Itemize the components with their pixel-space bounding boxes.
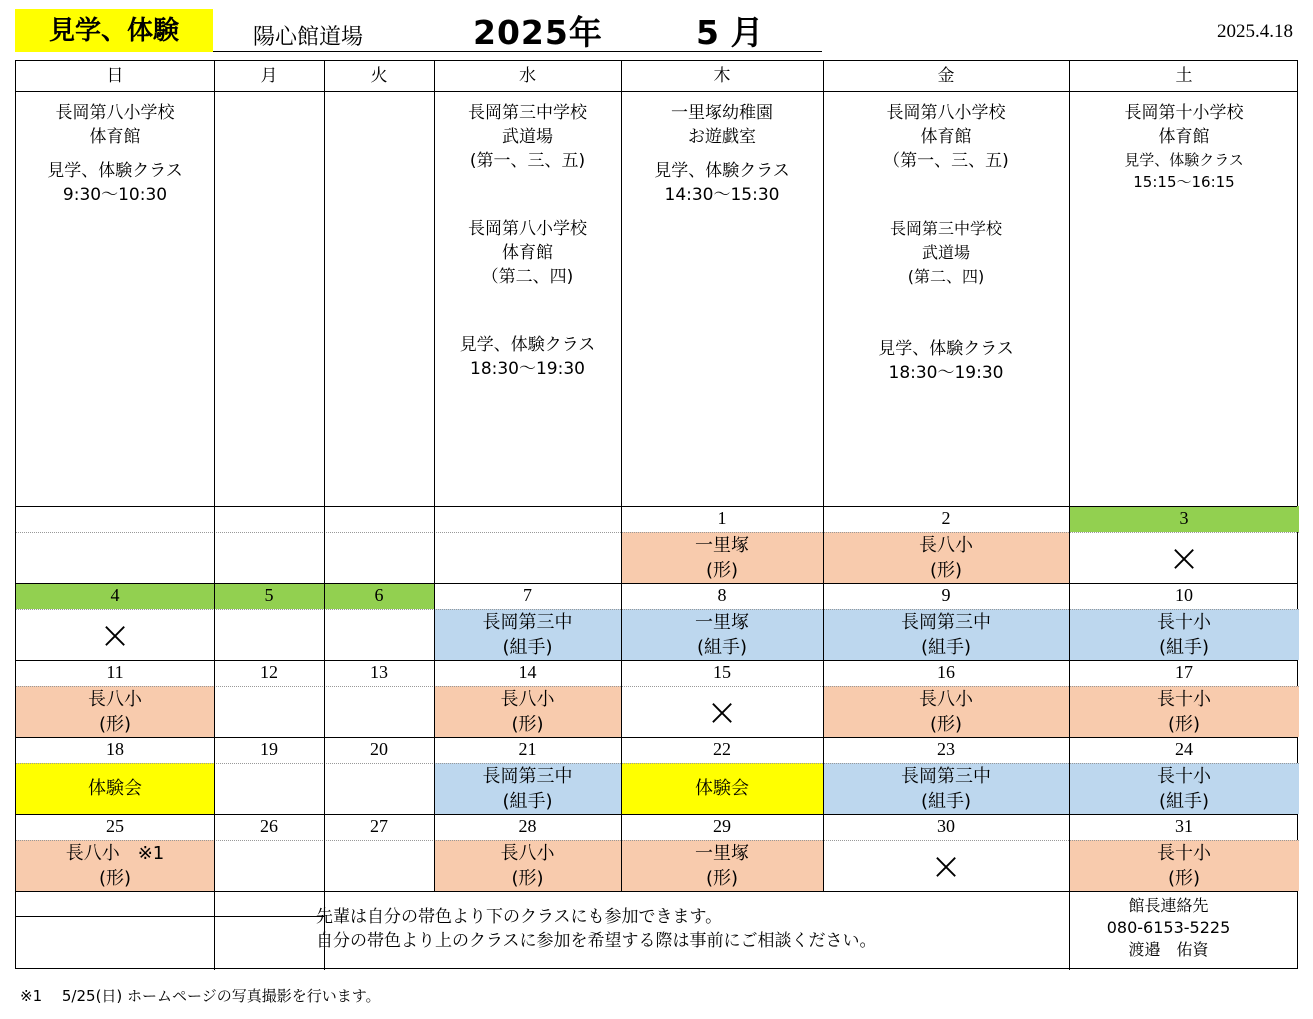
column-line xyxy=(214,61,215,891)
closed-mark: × xyxy=(930,843,962,888)
year-label: 2025年 xyxy=(473,13,603,52)
note-line: 先輩は自分の帯色より下のクラスにも参加できます。 xyxy=(316,907,723,927)
info-line: 体育館 xyxy=(1158,127,1210,147)
closed-mark: × xyxy=(99,612,131,657)
day-number: 19 xyxy=(260,739,278,759)
info-line: 体育館 xyxy=(89,127,141,147)
info-friday-time xyxy=(823,337,1069,385)
rules-note xyxy=(316,905,877,953)
column-line xyxy=(214,891,215,970)
weekday-header: 土 xyxy=(1175,66,1193,86)
info-line: 見学、体験クラス xyxy=(47,161,183,181)
class-cell xyxy=(823,532,1069,583)
day-number: 8 xyxy=(717,585,727,605)
day-number: 27 xyxy=(370,816,388,836)
weekday-header: 日 xyxy=(106,66,124,86)
calendar-grid xyxy=(15,60,1298,969)
class-type: (組手) xyxy=(920,790,972,812)
weekday-header: 木 xyxy=(713,66,731,86)
info-line: 長岡第十小学校 xyxy=(1124,103,1244,123)
info-line: 体育館 xyxy=(920,127,972,147)
day-number: 23 xyxy=(937,739,955,759)
class-cell xyxy=(16,840,214,891)
contact-phone: 080-6153-5225 xyxy=(1106,918,1231,937)
class-type: (組手) xyxy=(1158,790,1210,812)
class-name: 長十小 xyxy=(1157,765,1211,787)
class-name: 長八小 xyxy=(919,534,973,556)
class-name: 長十小 xyxy=(1157,842,1211,864)
info-line: (第二、四) xyxy=(907,267,985,286)
info-line xyxy=(621,149,823,159)
class-name: 長岡第三中 xyxy=(482,765,573,787)
day-number: 29 xyxy=(713,816,731,836)
week-row-line xyxy=(16,660,1297,661)
closed-mark: × xyxy=(706,689,738,734)
dotted-divider xyxy=(16,763,1299,764)
class-name: 長十小 xyxy=(1157,688,1211,710)
month-label: 5 月 xyxy=(696,13,764,52)
day-number: 22 xyxy=(713,739,731,759)
class-type: (形) xyxy=(1167,713,1201,735)
info-wednesday-time xyxy=(434,333,621,381)
class-type: (形) xyxy=(705,867,739,889)
info-line: （第二、四) xyxy=(481,267,574,287)
class-name: 体験会 xyxy=(695,778,749,799)
dotted-divider xyxy=(16,609,1299,610)
dotted-divider xyxy=(16,532,1299,533)
week-row-line xyxy=(16,737,1297,738)
info-line: 15:15〜16:15 xyxy=(1133,173,1235,191)
column-line xyxy=(324,61,325,891)
class-type: (形) xyxy=(1167,867,1201,889)
class-type: (組手) xyxy=(920,636,972,658)
class-cell xyxy=(1069,686,1299,737)
class-cell xyxy=(434,532,621,583)
class-cell xyxy=(324,686,434,737)
class-name: 長八小 xyxy=(500,688,555,710)
header-underline xyxy=(213,51,822,52)
class-type: (組手) xyxy=(696,636,748,658)
weekday-header: 水 xyxy=(519,66,536,86)
class-name: 長岡第三中 xyxy=(482,611,573,633)
header-row-line xyxy=(16,91,1297,92)
footnote: ※1 5/25(日) ホームページの写真撮影を行います。 xyxy=(20,987,381,1005)
class-type: (形) xyxy=(98,867,132,889)
class-cell xyxy=(434,609,621,660)
day-number: 13 xyxy=(370,662,388,682)
day-number: 2 xyxy=(941,508,951,528)
info-wednesday-venue-2 xyxy=(434,217,621,289)
info-line: 18:30〜19:30 xyxy=(470,359,585,379)
class-name: 長岡第三中 xyxy=(901,765,991,787)
note-line: 自分の帯色より上のクラスに参加を希望する際は事前にご相談ください。 xyxy=(316,931,877,951)
day-number: 25 xyxy=(106,816,124,836)
class-cell xyxy=(434,763,621,814)
info-line: お遊戯室 xyxy=(688,127,756,147)
class-type: (形) xyxy=(929,713,963,735)
class-cell xyxy=(214,686,324,737)
weekday-header: 金 xyxy=(937,66,955,86)
class-name: 長八小 xyxy=(919,688,973,710)
info-line: 見学、体験クラス xyxy=(654,161,790,181)
day-number: 28 xyxy=(518,816,537,836)
info-friday-venue-1 xyxy=(823,101,1069,173)
day-number xyxy=(434,506,621,532)
class-type: (形) xyxy=(929,559,963,581)
day-number: 20 xyxy=(370,739,388,759)
info-wednesday-venue-1 xyxy=(434,101,621,173)
class-type: (形) xyxy=(511,867,544,889)
class-cell xyxy=(823,609,1069,660)
class-cell xyxy=(621,840,823,891)
day-number: 6 xyxy=(324,583,434,609)
class-cell xyxy=(214,609,324,660)
info-line: （第一、三、五) xyxy=(883,151,1009,171)
class-cell xyxy=(324,763,434,814)
info-thursday xyxy=(621,101,823,207)
class-name: 一里塚 xyxy=(695,842,749,864)
info-line: 長岡第八小学校 xyxy=(55,103,175,123)
class-cell xyxy=(823,763,1069,814)
column-line xyxy=(1069,61,1070,891)
week-row-line xyxy=(16,814,1297,815)
info-line: 体育館 xyxy=(502,243,553,263)
info-line: 見学、体験クラス xyxy=(1124,151,1244,169)
issue-date: 2025.4.18 xyxy=(1217,21,1293,42)
dojo-name: 陽心館道場 xyxy=(253,25,364,50)
class-type: (形) xyxy=(511,713,544,735)
column-line xyxy=(823,61,824,891)
class-cell xyxy=(1069,609,1299,660)
class-cell xyxy=(823,686,1069,737)
class-cell xyxy=(1069,840,1299,891)
info-line: 長岡第三中学校 xyxy=(468,103,587,123)
info-line: 長岡第三中学校 xyxy=(889,219,1002,238)
day-number: 18 xyxy=(106,739,124,759)
class-type: (組手) xyxy=(502,790,553,812)
class-cell xyxy=(621,609,823,660)
class-cell xyxy=(16,532,214,583)
day-number xyxy=(324,506,434,532)
day-number xyxy=(214,506,324,532)
info-line: 武道場 xyxy=(921,243,970,262)
info-saturday xyxy=(1069,101,1299,193)
class-cell xyxy=(621,763,823,814)
footer-left-line xyxy=(16,916,324,917)
class-cell xyxy=(324,532,434,583)
info-friday-venue-2 xyxy=(823,217,1069,289)
class-name: 体験会 xyxy=(88,778,142,799)
class-cell xyxy=(214,532,324,583)
day-number: 26 xyxy=(260,816,278,836)
day-number xyxy=(16,506,214,532)
class-cell xyxy=(324,840,434,891)
contact-name: 渡邉 佑資 xyxy=(1128,940,1209,959)
class-name: 長八小 xyxy=(500,842,555,864)
day-number: 24 xyxy=(1175,739,1193,759)
class-cell xyxy=(434,686,621,737)
class-cell xyxy=(434,840,621,891)
day-number: 3 xyxy=(1069,506,1299,532)
class-cell xyxy=(16,686,214,737)
class-name: 長十小 xyxy=(1157,611,1211,633)
day-number: 11 xyxy=(106,662,124,682)
notes-row-line xyxy=(16,891,1297,892)
info-line: 14:30〜15:30 xyxy=(664,185,780,205)
class-type: (形) xyxy=(705,559,739,581)
info-line xyxy=(16,149,214,159)
class-type: (組手) xyxy=(502,636,553,658)
day-number: 7 xyxy=(523,585,532,605)
day-number: 16 xyxy=(937,662,955,682)
class-name: 長岡第三中 xyxy=(901,611,991,633)
dotted-divider xyxy=(16,686,1299,687)
day-number: 14 xyxy=(518,662,537,682)
info-line: 18:30〜19:30 xyxy=(888,363,1004,383)
class-name: 一里塚 xyxy=(695,534,749,556)
column-line xyxy=(621,61,622,891)
class-type: (組手) xyxy=(1158,636,1210,658)
day-number: 12 xyxy=(260,662,278,682)
info-sunday xyxy=(16,101,214,207)
info-line: 見学、体験クラス xyxy=(878,339,1014,359)
info-line: (第一、三、五) xyxy=(469,151,586,171)
class-cell xyxy=(621,532,823,583)
class-type: (形) xyxy=(98,713,132,735)
day-number: 1 xyxy=(717,508,727,528)
column-line xyxy=(434,61,435,891)
class-name: 長八小 xyxy=(88,688,142,710)
contact-box xyxy=(1054,895,1283,961)
day-number: 15 xyxy=(713,662,731,682)
class-cell xyxy=(214,840,324,891)
dotted-divider xyxy=(16,840,1299,841)
info-line: 長岡第八小学校 xyxy=(886,103,1006,123)
info-line: 見学、体験クラス xyxy=(459,335,596,355)
day-number: 30 xyxy=(937,816,955,836)
class-name: 一里塚 xyxy=(695,611,749,633)
day-number: 17 xyxy=(1175,662,1193,682)
day-number: 31 xyxy=(1175,816,1193,836)
class-cell xyxy=(324,609,434,660)
week-row-line xyxy=(16,583,1297,584)
day-number: 10 xyxy=(1175,585,1193,605)
weekday-header: 火 xyxy=(370,66,388,86)
closed-mark: × xyxy=(1168,535,1200,580)
contact-title: 館長連絡先 xyxy=(1128,896,1209,915)
day-number: 9 xyxy=(941,585,951,605)
weekday-header: 月 xyxy=(260,66,278,86)
class-cell xyxy=(16,763,214,814)
info-line: 武道場 xyxy=(502,127,553,147)
info-line: 9:30〜10:30 xyxy=(62,185,168,205)
class-cell xyxy=(1069,763,1299,814)
info-line: 一里塚幼稚園 xyxy=(671,103,773,123)
day-number: 21 xyxy=(518,739,537,759)
page-badge: 見学、体験 xyxy=(15,9,213,52)
info-row-line xyxy=(16,506,1297,507)
class-name: 長八小 ※1 xyxy=(65,842,165,864)
day-number: 5 xyxy=(214,583,324,609)
day-number: 4 xyxy=(16,583,214,609)
info-line: 長岡第八小学校 xyxy=(468,219,587,239)
class-cell xyxy=(214,763,324,814)
